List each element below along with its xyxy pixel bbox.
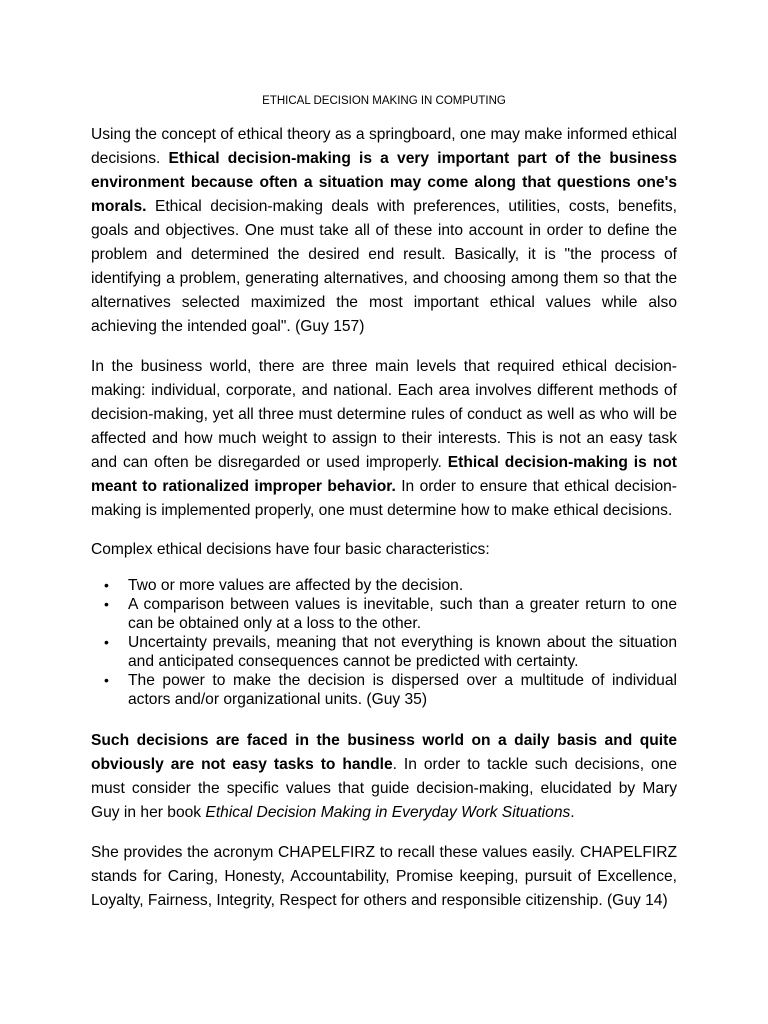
list-item-text: The power to make the decision is dispersed over a multitude of individual actors and/or organizational units. (Guy 35) [128,672,677,708]
bold-statement: Ethical decision-making is a very important part of the business environment because often a situation may come along that questions one's morals. [91,150,677,215]
paragraph-text: . [570,804,575,821]
list-item [91,576,677,595]
characteristics-list [91,576,677,709]
list-item-text: Uncertainty prevails, meaning that not everything is known about the situation and anticipated consequences cannot be predicted with certainty. [128,634,677,670]
book-title: Ethical Decision Making in Everyday Work Situations [205,804,571,821]
paragraph-text: Using the concept of ethical theory as a springboard, one may make informed ethical decisions. [91,126,677,167]
list-item-text: A comparison between values is inevitable, such than a greater return to one can be obtained only at a loss to the other. [128,596,677,632]
paragraph-text: In order to ensure that ethical decision-making is implemented properly, one must determine how to make ethical decisions. [91,478,677,519]
paragraph-chapelfirz: She provides the acronym CHAPELFIRZ to recall these values easily. CHAPELFIRZ stands for Caring, Honesty, Accountability, Promise keeping, pursuit of Excellence, Loyalty, Fairness, Integrity, Respect for others and responsible citizenship. (Guy 14) [91,844,677,909]
list-item [91,671,677,709]
list-item [91,633,677,671]
list-item-text: Two or more values are affected by the decision. [128,577,464,594]
bullet-icon: • [104,634,109,650]
document-title: ETHICAL DECISION MAKING IN COMPUTING [262,95,506,107]
bullet-icon: • [104,672,109,688]
paragraph-decisions [91,729,677,825]
bullet-icon: • [104,596,109,612]
list-item [91,595,677,633]
paragraph-text: In the business world, there are three main levels that required ethical decision-making: individual, corporate, and national. Each area involves different methods of decision-making, yet all three must determine rules of conduct as well as who will be affected and how much weight to assign to their interests. This is not an easy task and can often be disregarded or used improperly. [91,358,677,471]
paragraph-text: Ethical decision-making deals with preferences, utilities, costs, benefits, goals and objectives. One must take all of these into account in order to define the problem and determined the desired end result. Basically, it is "the process of identifying a problem, generating alternatives, and choosing among them so that the alternatives selected maximized the most important ethical values while also achieving the intended goal". (Guy 157) [91,198,677,335]
bold-statement: Such decisions are faced in the business world on a daily basis and quite obviously are not easy tasks to handle [91,732,677,773]
paragraph-intro [91,123,677,339]
document-page [91,94,677,929]
bold-statement: Ethical decision-making is not meant to rationalized improper behavior. [91,454,677,495]
paragraph-text: . In order to tackle such decisions, one must consider the specific values that guide decision-making, elucidated by Mary Guy in her book [91,756,678,821]
bullet-icon: • [104,577,109,593]
paragraph-business-levels [91,355,677,523]
paragraph-characteristics-intro: Complex ethical decisions have four basic characteristics: [91,541,490,558]
